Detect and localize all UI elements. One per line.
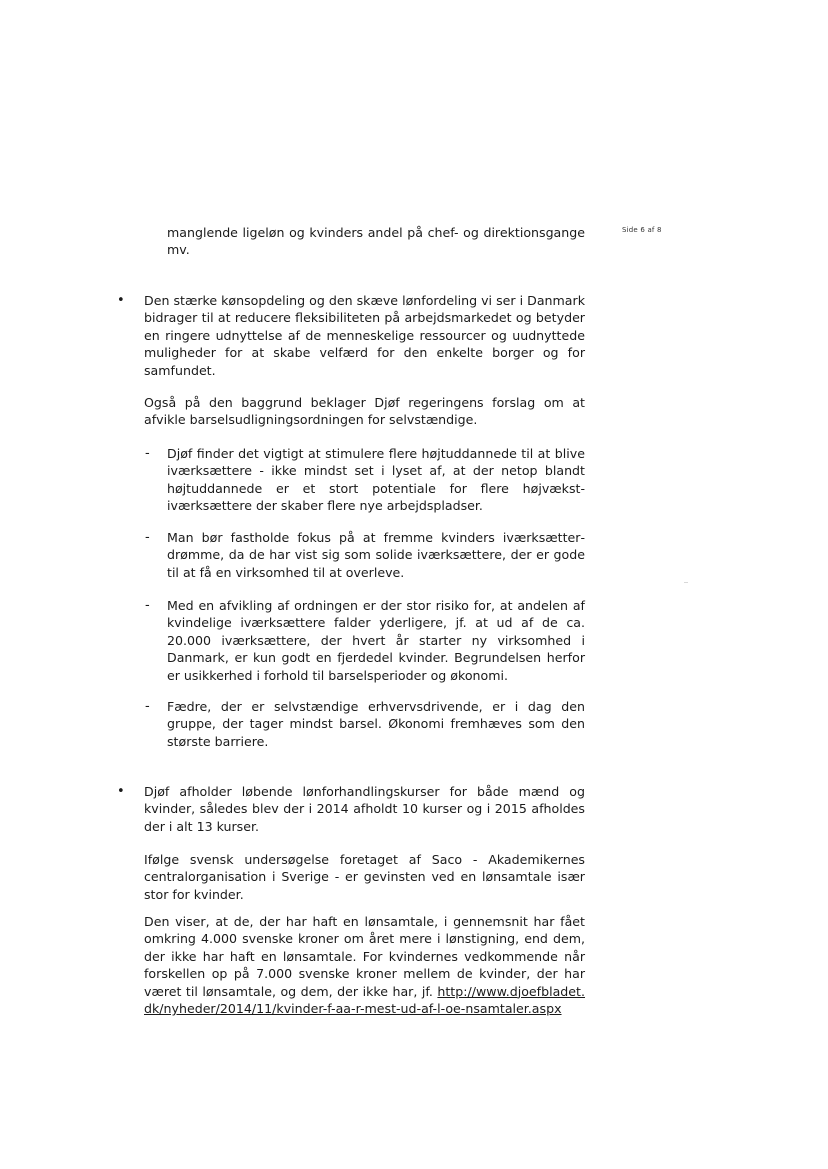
dash-marker: -: [145, 530, 150, 545]
bullet-marker: •: [117, 784, 125, 799]
dash-item-4: Fædre, der er selvstændige erhvervsdrivende, er i dag den gruppe, der tager mindst barsel. Økonomi fremhæves som den største barriere.: [167, 699, 585, 749]
scan-edge-mark: [684, 582, 688, 583]
dash-item-2: Man bør fastholde fokus på at fremme kvinders iværksætterdrømme, da de har vist sig som solide iværksættere, der er gode til at få en virksomhed til at overleve.: [167, 530, 585, 580]
dash-marker: -: [145, 446, 150, 461]
dash-item-3: Med en afvikling af ordningen er der stor risiko for, at andelen af kvindelige iværksættere falder yderligere, jf. at ud af de ca. 20.000 iværksættere, der hvert år starter ny virksomhed i Danmark, er kun godt en fjerdedel kvinder. Begrundelsen herfor er usikkerhed i forhold til barselsperioder og økonomi.: [167, 598, 585, 683]
bullet-2-text: Djøf afholder løbende lønforhandlingskurser for både mænd og kvinder, således blev der i 2014 afholdt 10 kurser og i 2015 afholdes der i alt 13 kurser.: [144, 784, 585, 834]
bullet-2-paragraph-1: Ifølge svensk undersøgelse foretaget af Saco - Akademikernes centralorganisation i Sverige - er gevinsten ved en lønsamtale især stor for kvinder.: [144, 852, 585, 902]
page-number: Side 6 af 8: [622, 226, 662, 234]
dash-marker: -: [145, 598, 150, 613]
bullet-marker: •: [117, 293, 125, 308]
bullet-2-paragraph-2-text: Den viser, at de, der har haft en lønsamtale, i gennemsnit har fået omkring 4.000 svenske kroner om året mere i lønstigning, end dem, der ikke har haft en lønsamtale. For kvindernes vedkommende når forskellen op på 7.000 svenske kroner mellem de kvinder, der har været til lønsamtale, og dem, der ikke har, jf.: [144, 914, 585, 999]
dash-item-1: Djøf finder det vigtigt at stimulere flere højtuddannede til at blive iværksættere - ikke mindst set i lyset af, at der netop blandt højtuddannede er et stort potentiale for flere højvækst-iværksættere der skaber flere nye arbejdspladser.: [167, 446, 585, 514]
continuation-text: manglende ligeløn og kvinders andel på chef- og direktionsgange mv.: [167, 225, 585, 258]
bullet-2-paragraph-2: [144, 913, 585, 1017]
source-link[interactable]: http://www.djoefbladet.dk/nyheder/2014/11/kvinder-f-aa-r-mest-ud-af-l-oe-nsamtaler.aspx: [144, 983, 585, 1017]
bullet-1-text: Den stærke kønsopdeling og den skæve lønfordeling vi ser i Danmark bidrager til at reducere fleksibiliteten på arbejdsmarkedet og betyder en ringere udnyttelse af de menneskelige ressourcer og uudnyttede muligheder for at skabe velfærd for den enkelte borger og for samfundet.: [144, 293, 585, 378]
bullet-1-paragraph: Også på den baggrund beklager Djøf regeringens forslag om at afvikle barselsudligningsordningen for selvstændige.: [144, 395, 585, 428]
dash-marker: -: [145, 699, 150, 714]
